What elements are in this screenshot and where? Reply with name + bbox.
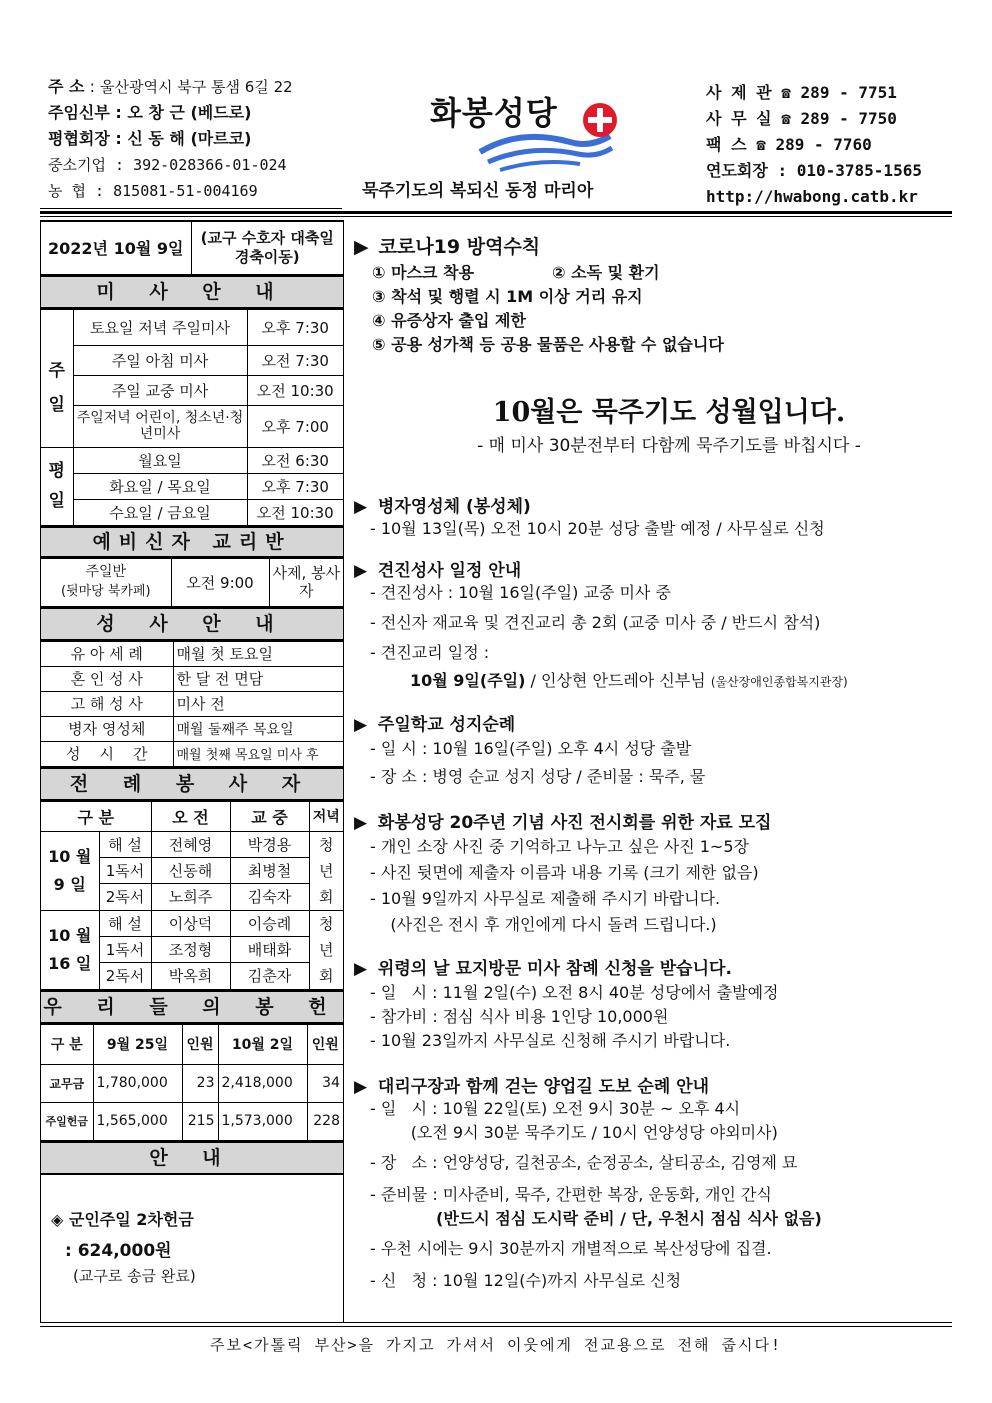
- rosary-title: 10월은 묵주기도 성월입니다.: [492, 397, 846, 428]
- mass-time: 오후 7:30: [247, 309, 343, 345]
- section-line: - 일 시 : 11월 2일(수) 오전 8시 40분 성당에서 출발예정: [370, 983, 779, 1002]
- notice-section: [354, 1072, 954, 1296]
- mass-name: 화요일 / 목요일: [73, 473, 247, 499]
- section-title: 견진성사 일정 안내: [377, 561, 522, 581]
- offering-value: 1,780,000: [93, 1064, 182, 1102]
- sacrament-value: 매월 둘째주 목요일: [173, 716, 343, 741]
- server-am: 이상덕: [151, 910, 230, 936]
- section-line: - 신 청 : 10월 12일(수)까지 사무실로 신청: [370, 1271, 682, 1290]
- sacrament-name: 고 해 성 사: [41, 691, 173, 716]
- offering-count: 228: [307, 1102, 343, 1140]
- server-main: 박경용: [230, 831, 309, 857]
- council-line: 평협회장 : 신 동 해 (마르코): [48, 129, 252, 148]
- server-main: 이승례: [230, 910, 309, 936]
- notice-section: [354, 492, 954, 542]
- server-am: 박옥희: [151, 963, 230, 989]
- servers-col: 교 중: [230, 801, 309, 831]
- section-bold-line: (반드시 점심 도시락 준비 / 단, 우천시 점심 식사 없음): [436, 1209, 822, 1228]
- account1-line: 중소기업 : 392-028366-01-024: [48, 156, 287, 174]
- website-link[interactable]: http://hwabong.catb.kr: [706, 187, 918, 206]
- catechumen-place: (뒷마당 북카페): [60, 584, 151, 599]
- mass-name: 수요일 / 금요일: [73, 499, 247, 525]
- account1-label: 중소기업: [48, 156, 106, 174]
- server-main: 배태화: [230, 936, 309, 962]
- section-title-line: [354, 556, 954, 580]
- bottom-rule-thin: [40, 1326, 952, 1327]
- catechumen-teacher: 사제, 봉사자: [269, 558, 343, 606]
- mass-heading: 미 사 안 내: [41, 275, 343, 309]
- servers-col: 오 전: [151, 801, 230, 831]
- section-line: - 준비물 : 미사준비, 묵주, 간편한 복장, 운동화, 개인 간식: [370, 1185, 772, 1204]
- feast-name: (교구 수호자 대축일 경축이동): [191, 222, 343, 274]
- server-am: 전혜영: [151, 831, 230, 857]
- confirmation-priest: / 인상현 안드레아 신부님: [525, 671, 711, 690]
- server-am: 노희주: [151, 884, 230, 910]
- sacrament-name: 병자 영성체: [41, 716, 173, 741]
- servers-col: 구 분: [41, 801, 151, 831]
- section-title: 대리구장과 함께 걷는 양업길 도보 순례 안내: [377, 1077, 710, 1097]
- account2-value: 815081-51-004169: [113, 182, 258, 200]
- notice-section: [354, 710, 954, 792]
- triangle-bullet-icon: ▶: [354, 236, 369, 258]
- offering-name: 교무금: [41, 1064, 93, 1102]
- contact-value: ☎ 289 - 7750: [781, 109, 897, 128]
- account1-value: 392-028366-01-024: [133, 156, 287, 174]
- sacrament-value: 미사 전: [173, 691, 343, 716]
- offering-col: 인원: [182, 1024, 218, 1064]
- bottom-rule: [40, 1322, 952, 1323]
- account2-label: 농 협: [48, 182, 87, 200]
- section-line: - 참가비 : 점심 식사 비용 1인당 10,000원: [370, 1007, 669, 1026]
- right-column: [354, 232, 954, 1296]
- mass-time: 오전 7:30: [247, 345, 343, 375]
- servers-heading: 전 례 봉 사 자: [41, 767, 343, 801]
- notice-section: [354, 954, 954, 1052]
- covid-items: [354, 260, 954, 356]
- notice-title: 군인주일 2차헌금: [68, 1209, 194, 1229]
- section-line: - 견진성사 : 10월 16일(주일) 교중 미사 중: [370, 583, 671, 602]
- confirmation-date: 10월 9일(주일): [410, 671, 526, 690]
- sacrament-value: 매월 첫째 목요일 미사 후: [173, 741, 343, 766]
- offering-value: 2,418,000: [218, 1064, 307, 1102]
- weekday-label: [41, 447, 73, 525]
- confirmation-priest-title: (울산장애인종합복지관장): [710, 675, 848, 689]
- section-line: - 10월 23일까지 사무실로 신청해 주시기 바랍니다.: [370, 1031, 731, 1050]
- catechumen-time: 오전 9:00: [171, 558, 269, 606]
- covid-title-line: [354, 232, 954, 260]
- date-box: [41, 222, 343, 275]
- offering-name: 주일헌금: [41, 1102, 93, 1140]
- contact-label: 사 무 실: [706, 109, 772, 128]
- offering-col: 인원: [307, 1024, 343, 1064]
- section-line: - 10월 13일(목) 오전 10시 20분 성당 출발 예정 / 사무실로 신청: [370, 519, 825, 538]
- section-line: - 10월 9일까지 사무실로 제출해 주시기 바랍니다.: [370, 889, 721, 908]
- priest-line: 주임신부 : 오 창 근 (베드로): [48, 103, 252, 122]
- mass-name: 주일 교중 미사: [73, 375, 247, 405]
- contact-label: 팩 스: [706, 135, 747, 154]
- section-title: 병자영성체 (봉성체): [377, 497, 531, 517]
- server-role: 해 설: [99, 910, 151, 936]
- mass-time: 오전 10:30: [247, 499, 343, 525]
- sunday-label-text: 주일: [48, 361, 65, 415]
- sunday-label: [41, 309, 73, 447]
- server-main: 최병철: [230, 857, 309, 883]
- mass-name: 토요일 저녁 주일미사: [73, 309, 247, 345]
- server-evening: [309, 831, 343, 910]
- section-title: 위령의 날 묘지방문 미사 참례 신청을 받습니다.: [377, 959, 732, 979]
- contact-value: ☎ 289 - 7751: [781, 83, 897, 102]
- contact-block: [706, 80, 956, 210]
- left-column: [40, 220, 344, 1323]
- mass-time: 오전 10:30: [247, 375, 343, 405]
- bulletin-date: 2022년 10월 9일: [41, 222, 191, 274]
- catechumen-class: [41, 558, 171, 606]
- catechumen-table: [41, 558, 343, 607]
- sacraments-table: [41, 641, 343, 767]
- servers-table: [41, 801, 343, 990]
- section-line: (사진은 전시 후 개인에게 다시 돌려 드립니다.): [370, 915, 717, 934]
- covid-item: ⑤ 공용 성가책 등 공용 물품은 사용할 수 없습니다: [372, 335, 724, 354]
- section-line: - 우천 시에는 9시 30분까지 개별적으로 복산성당에 집결.: [370, 1239, 772, 1258]
- section-line: - 전신자 재교육 및 견진교리 총 2회 (교중 미사 중 / 반드시 참석): [370, 613, 821, 632]
- parish-title: 화봉성당: [430, 94, 558, 132]
- section-line: - 견진교리 일정 :: [370, 643, 490, 662]
- section-title-line: [354, 808, 954, 834]
- youth-value: 010-3785-1565: [796, 161, 922, 180]
- council-value: 신 동 해 (마르코): [127, 129, 252, 148]
- offering-table: [41, 1024, 343, 1141]
- mass-time: 오후 7:00: [247, 405, 343, 447]
- section-line: - 장 소 : 언양성당, 길천공소, 순정공소, 살티공소, 김영제 묘: [370, 1153, 798, 1172]
- section-line: - 개인 소장 사진 중 기억하고 나누고 싶은 사진 1~5장: [370, 837, 749, 856]
- notice-note: (교구로 송금 완료): [73, 1266, 196, 1285]
- triangle-bullet-icon: ▶: [354, 561, 368, 581]
- servers-date: 10 월 16 일: [41, 910, 99, 989]
- priest-value: 오 창 근 (베드로): [127, 103, 252, 122]
- sacrament-value: 매월 첫 토요일: [173, 641, 343, 666]
- covid-title: 코로나19 방역수칙: [378, 236, 541, 258]
- offering-value: 1,573,000: [218, 1102, 307, 1140]
- sacrament-name: 성 시 간: [41, 741, 173, 766]
- section-title-line: [354, 492, 954, 516]
- address-line: 주 소 : 울산광역시 북구 통샘 6길 22: [48, 77, 293, 96]
- offering-heading: 우 리 들 의 봉 헌: [41, 990, 343, 1024]
- notice-section: [354, 808, 954, 938]
- sacrament-name: 유 아 세 례: [41, 641, 173, 666]
- address-label: 주 소: [48, 77, 85, 96]
- top-rule: [40, 211, 952, 214]
- section-title-line: [354, 1072, 954, 1096]
- header-info: [48, 74, 338, 204]
- account2-line: 농 협 : 815081-51-004169: [48, 182, 258, 200]
- sacraments-heading: 성 사 안 내: [41, 607, 343, 641]
- mass-time: 오전 6:30: [247, 447, 343, 473]
- triangle-bullet-icon: ▶: [354, 813, 368, 833]
- offering-col: 10월 2일: [218, 1024, 307, 1064]
- section-title-line: [354, 710, 954, 736]
- triangle-bullet-icon: ▶: [354, 1077, 368, 1097]
- server-main: 김숙자: [230, 884, 309, 910]
- server-am: 신동해: [151, 857, 230, 883]
- section-line: - 장 소 : 병영 순교 성지 성당 / 준비물 : 묵주, 물: [370, 767, 706, 786]
- server-am: 조정형: [151, 936, 230, 962]
- diamond-bullet-icon: ◈: [51, 1209, 64, 1229]
- triangle-bullet-icon: ▶: [354, 715, 368, 735]
- top-rule-thin: [40, 216, 952, 217]
- mass-table: [41, 309, 343, 526]
- mass-name: 월요일: [73, 447, 247, 473]
- footer-message: 주보<가톨릭 부산>을 가지고 가셔서 이웃에게 전교용으로 전해 줍시다!: [209, 1336, 783, 1354]
- section-title-line: [354, 954, 954, 980]
- triangle-bullet-icon: ▶: [354, 959, 368, 979]
- sacrament-value: 한 달 전 면담: [173, 666, 343, 691]
- offering-col: 구 분: [41, 1024, 93, 1064]
- section-line: (오전 9시 30분 묵주기도 / 10시 언양성당 야외미사): [370, 1123, 778, 1142]
- priest-label: 주임신부: [48, 103, 110, 122]
- mass-time: 오후 7:30: [247, 473, 343, 499]
- offering-count: 23: [182, 1064, 218, 1102]
- servers-col: 저녁: [309, 801, 343, 831]
- section-title: 주일학교 성지순례: [377, 715, 516, 735]
- offering-count: 215: [182, 1102, 218, 1140]
- offering-value: 1,565,000: [93, 1102, 182, 1140]
- server-main: 김춘자: [230, 963, 309, 989]
- catechumen-heading: 예비신자 교리반: [41, 526, 343, 558]
- contact-label: 사 제 관: [706, 83, 772, 102]
- section-line: - 일 시 : 10월 16일(주일) 오후 4시 성당 출발: [370, 739, 692, 758]
- address-value: 울산광역시 북구 통샘 6길 22: [100, 78, 293, 96]
- notice-body: [41, 1175, 343, 1286]
- contact-value: ☎ 289 - 7760: [756, 135, 872, 154]
- contact-rectory: [706, 80, 956, 106]
- server-evening: [309, 910, 343, 989]
- section-line: - 사진 뒷면에 제출자 이름과 내용 기록 (크기 제한 없음): [370, 863, 759, 882]
- youth-label: 연도회장: [706, 161, 768, 180]
- section-line: - 일 시 : 10월 22일(토) 오전 9시 30분 ~ 오후 4시: [370, 1099, 741, 1118]
- section-line: [354, 668, 954, 696]
- rosary-subtitle: - 매 미사 30분전부터 다함께 묵주기도를 바칩시다 -: [477, 436, 861, 456]
- offering-count: 34: [307, 1064, 343, 1102]
- server-role: 2독서: [99, 963, 151, 989]
- contact-youth: 연도회장 : 010-3785-1565: [706, 161, 922, 180]
- sacrament-name: 혼 인 성 사: [41, 666, 173, 691]
- triangle-bullet-icon: ▶: [354, 497, 368, 517]
- contact-fax: [706, 132, 956, 158]
- covid-item: ① 마스크 착용: [372, 263, 474, 282]
- mass-name: 주일저녁 어린이, 청소년·청년미사: [73, 405, 247, 447]
- offering-col: 9월 25일: [93, 1024, 182, 1064]
- notice-heading: 안 내: [41, 1141, 343, 1175]
- council-label: 평협회장: [48, 129, 110, 148]
- parish-logo-icon: [470, 100, 630, 180]
- notice-amount: : 624,000원: [65, 1240, 172, 1261]
- server-role: 1독서: [99, 936, 151, 962]
- covid-item: ④ 유증상자 출입 제한: [372, 311, 526, 330]
- covid-line: [372, 260, 954, 284]
- server-role: 해 설: [99, 831, 151, 857]
- mass-name: 주일 아침 미사: [73, 345, 247, 375]
- notice-section: [354, 556, 954, 696]
- parish-motto: 묵주기도의 복되신 동정 마리아: [362, 181, 594, 201]
- catechumen-name: 주일반: [85, 564, 127, 580]
- section-title: 화봉성당 20주년 기념 사진 전시회를 위한 자료 모집: [377, 813, 772, 833]
- server-role: 1독서: [99, 857, 151, 883]
- server-evening-text: 청년회: [319, 914, 334, 985]
- header-left-rule: [40, 208, 342, 209]
- covid-item: ② 소독 및 환기: [552, 263, 660, 282]
- server-role: 2독서: [99, 884, 151, 910]
- covid-item: ③ 착석 및 행렬 시 1M 이상 거리 유지: [372, 287, 643, 306]
- weekday-label-text: 평일: [48, 461, 65, 511]
- servers-date: 10 월 9 일: [41, 831, 99, 910]
- contact-office: [706, 106, 956, 132]
- server-evening-text: 청년회: [319, 835, 334, 906]
- notice-title-line: [51, 1207, 343, 1230]
